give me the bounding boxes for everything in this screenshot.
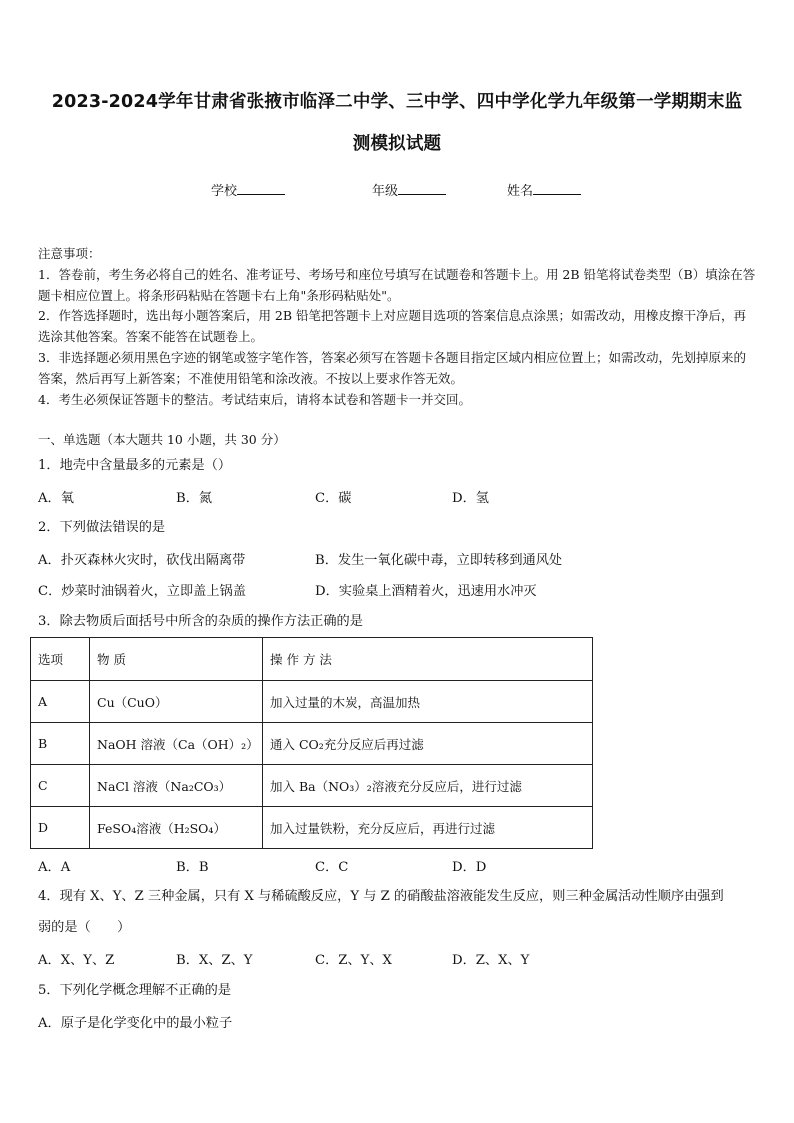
q3-option-a[interactable]: A．A	[38, 860, 71, 875]
cell-method: 通入 CO₂充分反应后再过滤	[263, 723, 593, 765]
exam-title-line1: 2023-2024学年甘肃省张掖市临泽二中学、三中学、四中学化学九年级第一学期期末监	[51, 92, 743, 112]
q2-option-b[interactable]: B．发生一氧化碳中毒，立即转移到通风处	[315, 553, 563, 568]
q3-option-c[interactable]: C．C	[315, 860, 349, 875]
notice-item: 4．考生必须保证答题卡的整洁。考试结束后，请将本试卷和答题卡一并交回。	[38, 391, 471, 407]
school-label: 学校	[211, 184, 238, 199]
header-method: 操 作 方 法	[263, 638, 593, 681]
q2-option-d[interactable]: D．实验桌上酒精着火，迅速用水冲灭	[315, 584, 537, 599]
name-blank[interactable]	[533, 181, 581, 195]
q4-option-d[interactable]: D．Z、X、Y	[452, 953, 530, 968]
question-2-stem: 2．下列做法错误的是	[38, 520, 166, 535]
cell-option: A	[31, 681, 90, 723]
cell-method: 加入过量的木炭，高温加热	[263, 681, 593, 723]
table-row	[31, 765, 593, 807]
table-row	[31, 723, 593, 765]
notice-item: 2．作答选择题时，选出每小题答案后，用 2B 铅笔把答题卡上对应题目选项的答案信息点涂黑；如需改动，用橡皮擦干净后，再选涂其他答案。答案不能答在试题卷上。	[38, 308, 747, 345]
q1-option-b[interactable]: B．氮	[176, 491, 213, 506]
cell-method: 加入过量铁粉，充分反应后，再进行过滤	[263, 807, 593, 849]
q2-option-a[interactable]: A．扑灭森林火灾时，砍伐出隔离带	[38, 553, 246, 568]
question-5-stem: 5．下列化学概念理解不正确的是	[38, 983, 232, 998]
grade-field	[372, 180, 446, 199]
cell-option: D	[31, 807, 90, 849]
cell-substance: NaCl 溶液（Na₂CO₃）	[90, 765, 263, 807]
grade-label: 年级	[372, 184, 399, 199]
notice-block	[38, 244, 756, 410]
grade-blank[interactable]	[398, 181, 446, 195]
school-field	[211, 180, 285, 199]
q5-option-a[interactable]: A．原子是化学变化中的最小粒子	[38, 1016, 233, 1031]
q4-option-b[interactable]: B．X、Z、Y	[176, 953, 253, 968]
cell-substance: NaOH 溶液（Ca（OH）₂）	[90, 723, 263, 765]
question-4-stem-line2: 弱的是（ ）	[38, 920, 131, 935]
notice-item: 3．非选择题必须用黑色字迹的钢笔或签字笔作答，答案必须写在答题卡各题目指定区域内相应位置上；如需改动，先划掉原来的答案，然后再写上新答案；不准使用铅笔和涂改液。不按以上要求作答无效。	[38, 349, 746, 386]
cell-method: 加入 Ba（NO₃）₂溶液充分反应后，进行过滤	[263, 765, 593, 807]
impurity-table	[30, 637, 593, 849]
cell-option: B	[31, 723, 90, 765]
name-field	[507, 180, 581, 199]
section-heading: 一、单选题（本大题共 10 小题，共 30 分）	[38, 432, 286, 447]
question-4-stem-line1: 4．现有 X、Y、Z 三种金属，只有 X 与稀硫酸反应，Y 与 Z 的硝酸盐溶液能发生反应，则三种金属活动性顺序由强到	[38, 889, 724, 904]
table-row	[31, 681, 593, 723]
q1-option-d[interactable]: D．氢	[452, 491, 489, 506]
notice-item: 1．答卷前，考生务必将自己的姓名、准考证号、考场号和座位号填写在试题卷和答题卡上。用 2B 铅笔将试卷类型（B）填涂在答题卡相应位置上。将条形码粘贴在答题卡右上角"条形码粘贴处"。	[38, 266, 756, 303]
question-1-stem: 1．地壳中含量最多的元素是（）	[38, 458, 232, 473]
notice-heading: 注意事项：	[38, 246, 101, 261]
cell-option: C	[31, 765, 90, 807]
table-row	[31, 807, 593, 849]
q2-option-c[interactable]: C．炒菜时油锅着火，立即盖上锅盖	[38, 584, 246, 599]
school-blank[interactable]	[237, 181, 285, 195]
cell-substance: Cu（CuO）	[90, 681, 263, 723]
q3-option-d[interactable]: D．D	[452, 860, 487, 875]
q3-option-b[interactable]: B．B	[176, 860, 209, 875]
header-substance: 物 质	[90, 638, 263, 681]
header-option: 选项	[31, 638, 90, 681]
table-header-row	[31, 638, 593, 681]
exam-title-line2: 测模拟试题	[352, 134, 442, 154]
name-label: 姓名	[507, 184, 534, 199]
q1-option-c[interactable]: C．碳	[315, 491, 352, 506]
question-3-stem: 3．除去物质后面括号中所含的杂质的操作方法正确的是	[38, 614, 363, 629]
cell-substance: FeSO₄溶液（H₂SO₄）	[90, 807, 263, 849]
q4-option-c[interactable]: C．Z、Y、X	[315, 953, 392, 968]
q4-option-a[interactable]: A．X、Y、Z	[38, 953, 115, 968]
q1-option-a[interactable]: A．氧	[38, 491, 74, 506]
